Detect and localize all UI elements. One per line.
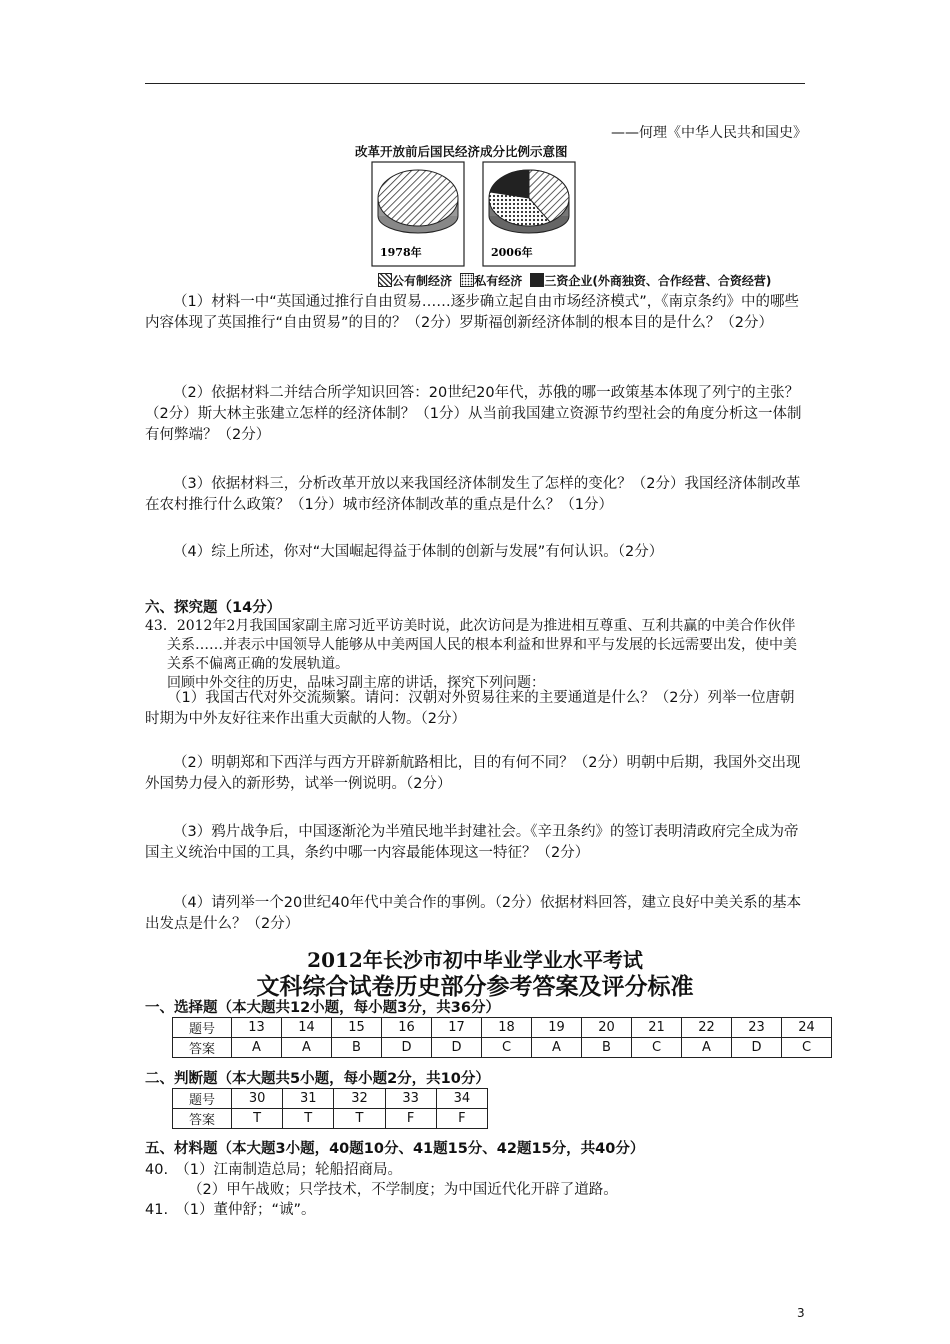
choice-number: 18	[482, 1018, 532, 1038]
choice-answer-label: 答案	[173, 1038, 232, 1058]
figure-title: 改革开放前后国民经济成分比例示意图	[355, 144, 568, 159]
choice-number: 22	[682, 1018, 732, 1038]
legend-foreign-label: 三资企业(外商独资、合作经营、合资经营)	[544, 274, 772, 288]
choice-number: 24	[782, 1018, 832, 1038]
q43-part4: （4）请列举一个20世纪40年代中美合作的事例。（2分）依据材料回答，建立良好中美关系的基本出发点是什么？（2分）	[145, 895, 802, 932]
judge-answer-row	[173, 1109, 488, 1129]
choice-answer: D	[732, 1038, 782, 1058]
choice-answer: B	[582, 1038, 632, 1058]
choice-number: 14	[282, 1018, 332, 1038]
answers-title-2: 文科综合试卷历史部分参考答案及评分标准	[256, 973, 694, 1000]
q42-part3: （3）依据材料三，分析改革开放以来我国经济体制发生了怎样的变化？（2分）我国经济体制改革在农村推行什么政策？（1分）城市经济体制改革的重点是什么？（1分）	[145, 476, 801, 513]
judge-answer: F	[385, 1109, 436, 1129]
q43-part1: （1）我国古代对外交流频繁。请问：汉朝对外贸易往来的主要通道是什么？（2分）列举一位唐朝时期为中外友好往来作出重大贡献的人物。（2分）	[145, 690, 795, 727]
choice-answer: D	[432, 1038, 482, 1058]
panel-2006-label: 2006年	[491, 246, 533, 259]
q43-intro	[145, 617, 807, 674]
choice-number: 19	[532, 1018, 582, 1038]
material-heading: 五、材料题（本大题3小题，40题10分、41题15分、42题15分，共40分）	[145, 1141, 645, 1157]
q43-part3: （3）鸦片战争后，中国逐渐沦为半殖民地半封建社会。《辛丑条约》的签订表明清政府完全成为帝国主义统治中国的工具，条约中哪一内容最能体现这一特征？（2分）	[145, 824, 799, 861]
judge-number: 33	[385, 1089, 436, 1109]
choice-answer: A	[532, 1038, 582, 1058]
choice-number: 20	[582, 1018, 632, 1038]
choice-number: 15	[332, 1018, 382, 1038]
choice-number: 23	[732, 1018, 782, 1038]
page-number: 3	[797, 1306, 805, 1320]
judge-answer: F	[436, 1109, 487, 1129]
choice-answer: A	[232, 1038, 282, 1058]
choice-answer: C	[632, 1038, 682, 1058]
choice-number: 13	[232, 1018, 282, 1038]
choice-answer-table	[172, 1017, 832, 1058]
choice-answer-row	[173, 1038, 832, 1058]
legend-private-swatch	[460, 273, 474, 287]
q43-part2: （2）明朝郑和下西洋与西方开辟新航路相比，目的有何不同？（2分）明朝中后期，我国外交出现外国势力侵入的新形势，试举一例说明。（2分）	[145, 755, 801, 792]
choice-answer: A	[682, 1038, 732, 1058]
source-citation: ——何理《中华人民共和国史》	[611, 125, 807, 141]
judge-answer-label: 答案	[173, 1109, 232, 1129]
answer-41-part1: 41. （1）董仲舒；“诚”。	[145, 1202, 316, 1218]
choice-number: 17	[432, 1018, 482, 1038]
q42-part1: （1）材料一中“英国通过推行自由贸易……逐步确立起自由市场经济模式”，《南京条约》中的哪些内容体现了英国推行“自由贸易”的目的？（2分）罗斯福创新经济体制的根本目的是什么？（2分）	[145, 294, 799, 331]
judge-answer: T	[334, 1109, 385, 1129]
judge-answer-table	[172, 1088, 488, 1129]
judge-heading: 二、判断题（本大题共5小题，每小题2分，共10分）	[145, 1071, 490, 1087]
top-rule	[145, 83, 805, 84]
judge-number: 34	[436, 1089, 487, 1109]
choice-answer: A	[282, 1038, 332, 1058]
panel-1978-label: 1978年	[380, 246, 422, 259]
legend-public-label: 公有制经济	[392, 274, 453, 288]
choice-number-label: 题号	[173, 1018, 232, 1038]
choice-number-row	[173, 1018, 832, 1038]
judge-number: 31	[283, 1089, 334, 1109]
pie-figure	[360, 158, 680, 288]
choice-number: 16	[382, 1018, 432, 1038]
pie-2006	[489, 170, 569, 233]
q42-part4: （4）综上所述，你对“大国崛起得益于体制的创新与发展”有何认识。（2分）	[173, 544, 664, 560]
choice-number: 21	[632, 1018, 682, 1038]
choice-answer: B	[332, 1038, 382, 1058]
legend-foreign-swatch	[530, 273, 544, 287]
choice-answer: C	[782, 1038, 832, 1058]
choice-heading: 一、选择题（本大题共12小题，每小题3分，共36分）	[145, 1000, 500, 1016]
answers-title-1: 2012年长沙市初中毕业学业水平考试	[307, 948, 643, 972]
legend-public-swatch	[378, 273, 392, 287]
figure-legend	[378, 272, 771, 289]
judge-answer: T	[283, 1109, 334, 1129]
pie-1978	[378, 170, 458, 233]
q43-intro-text: 43．2012年2月我国国家副主席习近平访美时说，此次访问是为推进相互尊重、互利共赢的中美合作伙伴关系……并表示中国领导人能够从中美两国人民的根本利益和世界和平与发展的长远需要出发，使中美关系不偏离正确的发展轨道。	[145, 618, 797, 672]
answer-40-part2: （2）甲午战败；只学技术，不学制度；为中国近代化开辟了道路。	[188, 1182, 618, 1198]
judge-number-row	[173, 1089, 488, 1109]
section6-heading: 六、探究题（14分）	[145, 600, 282, 616]
judge-number: 30	[232, 1089, 283, 1109]
judge-number: 32	[334, 1089, 385, 1109]
choice-answer: C	[482, 1038, 532, 1058]
judge-number-label: 题号	[173, 1089, 232, 1109]
q42-part2: （2）依据材料二并结合所学知识回答：20世纪20年代，苏俄的哪一政策基本体现了列宁的主张？（2分）斯大林主张建立怎样的经济体制？（1分）从当前我国建立资源节约型社会的角度分析这一体制有何弊端？（2分）	[145, 385, 802, 443]
judge-answer: T	[232, 1109, 283, 1129]
choice-answer: D	[382, 1038, 432, 1058]
q43-intro2: 回顾中外交往的历史，品味习副主席的讲话，探究下列问题：	[167, 675, 545, 691]
answer-40-part1: 40. （1）江南制造总局；轮船招商局。	[145, 1162, 403, 1178]
legend-private-label: 私有经济	[474, 274, 523, 288]
